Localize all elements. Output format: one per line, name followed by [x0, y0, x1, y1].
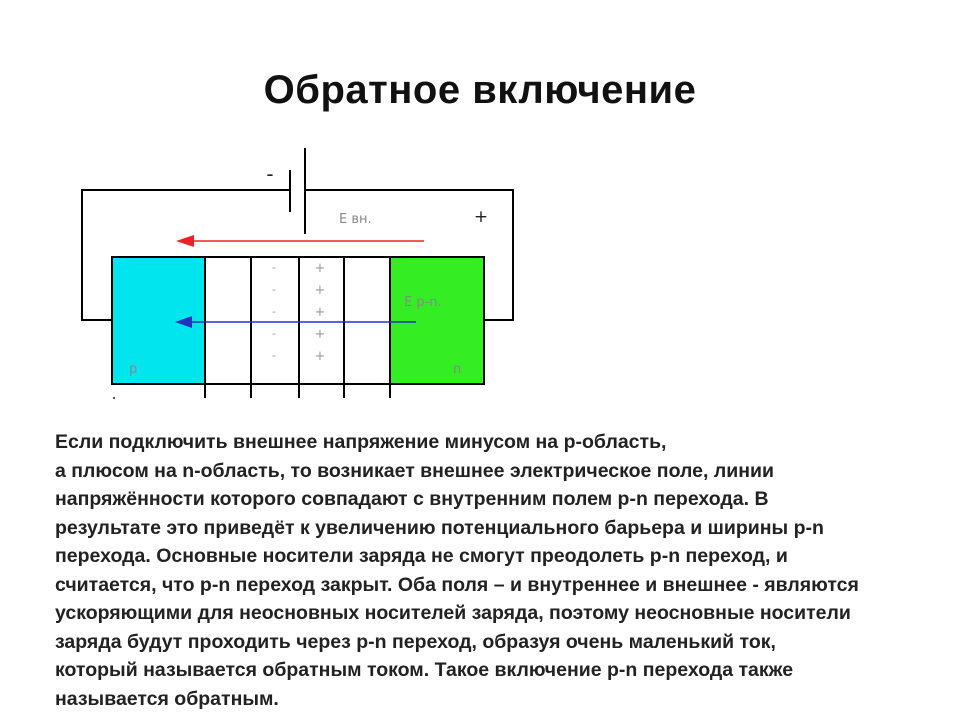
positive-charge: +: [314, 349, 326, 364]
paragraph-line: который называется обратным током. Такое включение p-n перехода также: [55, 659, 794, 681]
negative-charge: -: [272, 283, 276, 296]
depletion-zone-p-side-outer: [205, 257, 251, 384]
explanation-paragraph: [55, 428, 925, 713]
paragraph-line: считается, что p-n переход закрыт. Оба поля – и внутреннее и внешнее - являются: [55, 573, 859, 596]
positive-charge: +: [314, 283, 326, 298]
stray-dot: [113, 397, 115, 399]
paragraph-line: результате это приведёт к увеличению потенциального барьера и ширины p-n: [55, 516, 824, 539]
positive-charge: +: [314, 327, 326, 342]
paragraph-line: а плюсом на n-область, то возникает внешнее электрическое поле, линии: [55, 459, 774, 482]
p-region-label: p: [129, 362, 138, 377]
external-field-label: E вн.: [339, 212, 372, 227]
negative-charge: -: [272, 261, 276, 274]
internal-field-label: E p-n.: [404, 295, 442, 310]
paragraph-line: заряда будут проходить через p-n переход, образуя очень маленький ток,: [55, 630, 776, 653]
paragraph-line: напряжённости которого совпадают с внутренним полем p-n перехода. В: [55, 488, 769, 510]
paragraph-line: перехода. Основные носители заряда не смогут преодолеть p-n переход, и: [55, 545, 788, 567]
positive-charge: +: [314, 305, 326, 320]
negative-charge: -: [272, 327, 276, 340]
slide-title: Обратное включение: [263, 68, 697, 112]
depletion-zone-n-side-inner: [299, 257, 344, 384]
negative-charge: -: [272, 349, 276, 362]
paragraph-line: Если подключить внешнее напряжение минусом на p-область,: [55, 431, 667, 453]
negative-charge: -: [272, 305, 276, 318]
depletion-zone-n-side-outer: [344, 257, 390, 384]
paragraph-line: называется обратным.: [55, 687, 279, 710]
positive-charge: +: [314, 261, 326, 276]
paragraph-line: ускоряющими для неосновных носителей заряда, поэтому неосновные носители: [55, 602, 851, 624]
depletion-zone-p-side-inner: [251, 257, 299, 384]
battery-minus-sign: -: [266, 162, 274, 186]
n-region-label: n: [453, 362, 462, 377]
n-region: [390, 257, 484, 384]
battery-plus-sign: +: [473, 207, 489, 227]
external-field-arrowhead: [176, 235, 194, 247]
